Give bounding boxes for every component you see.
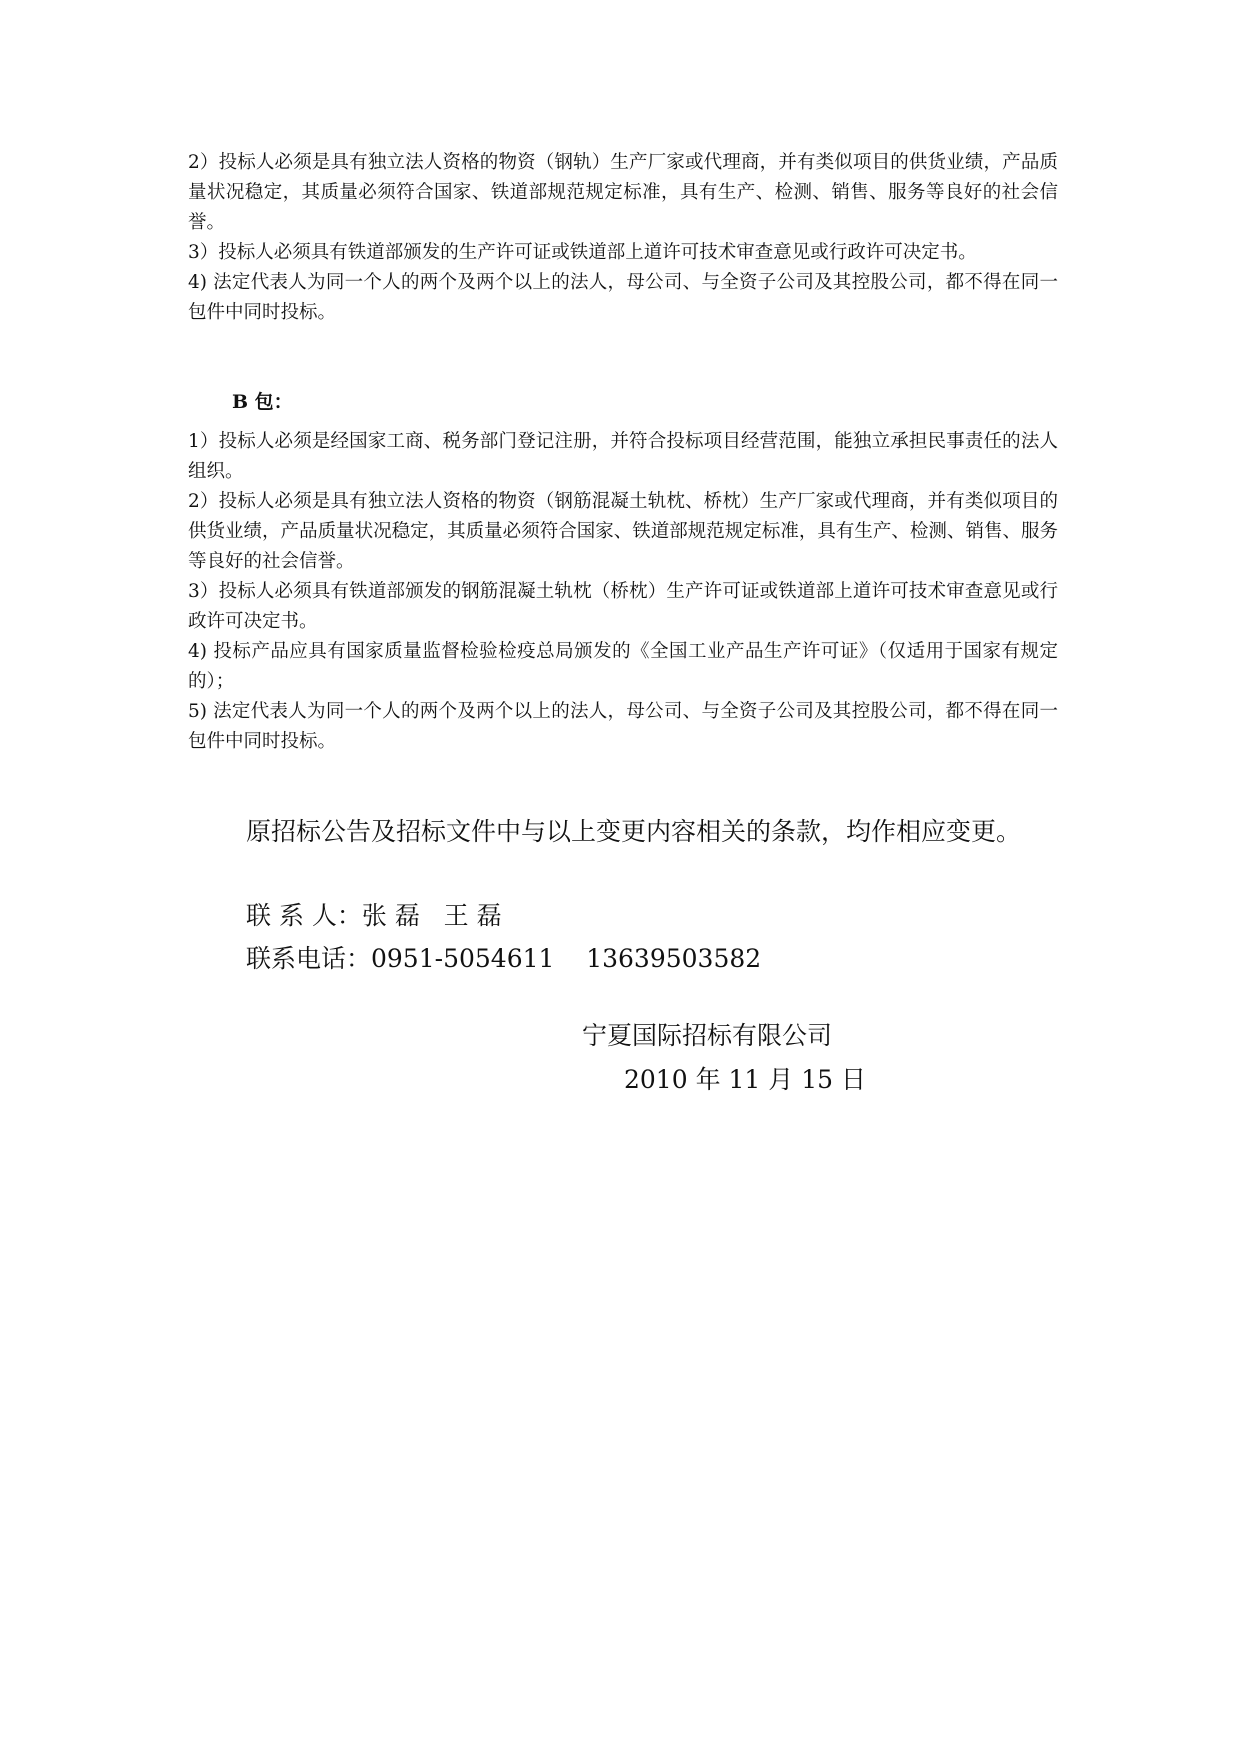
- package-b-item-4: 4) 投标产品应具有国家质量监督检验检疫总局颁发的《全国工业产品生产许可证》（仅适用于国家有规定的）；: [188, 641, 1058, 692]
- contact-phones: 联系电话：0951-5054611 13639503582: [246, 944, 762, 973]
- package-a-item-4: 4) 法定代表人为同一个人的两个及两个以上的法人，母公司、与全资子公司及其控股公司，都不得在同一包件中同时投标。: [188, 272, 1058, 323]
- package-b-heading: B 包：: [232, 391, 293, 413]
- package-a-item-3: 3）投标人必须具有铁道部颁发的生产许可证或铁道部上道许可技术审查意见或行政许可决定书。: [188, 242, 977, 263]
- package-b-item-3: 3）投标人必须具有铁道部颁发的钢筋混凝土轨枕（桥枕）生产许可证或铁道部上道许可技术审查意见或行政许可决定书。: [188, 581, 1058, 632]
- package-b-requirements: [188, 427, 1058, 757]
- package-b-item-5: 5) 法定代表人为同一个人的两个及两个以上的法人，母公司、与全资子公司及其控股公司，都不得在同一包件中同时投标。: [188, 701, 1058, 752]
- package-a-requirements: [188, 148, 1058, 328]
- package-b-item-1: 1）投标人必须是经国家工商、税务部门登记注册，并符合投标项目经营范围，能独立承担民事责任的法人组织。: [188, 431, 1058, 482]
- package-a-item-2: 2）投标人必须是具有独立法人资格的物资（钢轨）生产厂家或代理商，并有类似项目的供货业绩，产品质量状况稳定，其质量必须符合国家、铁道部规范规定标准，具有生产、检测、销售、服务等良好的社会信誉。: [188, 152, 1058, 233]
- contact-persons: 联 系 人：张 磊 王 磊: [246, 901, 502, 930]
- issuer-company: 宁夏国际招标有限公司: [582, 1021, 833, 1050]
- change-notice: 原招标公告及招标文件中与以上变更内容相关的条款，均作相应变更。: [246, 817, 1022, 846]
- issue-date: 2010 年 11 月 15 日: [624, 1065, 866, 1094]
- package-b-item-2: 2）投标人必须是具有独立法人资格的物资（钢筋混凝土轨枕、桥枕）生产厂家或代理商，并有类似项目的供货业绩，产品质量状况稳定，其质量必须符合国家、铁道部规范规定标准，具有生产、检测、销售、服务等良好的社会信誉。: [188, 491, 1058, 572]
